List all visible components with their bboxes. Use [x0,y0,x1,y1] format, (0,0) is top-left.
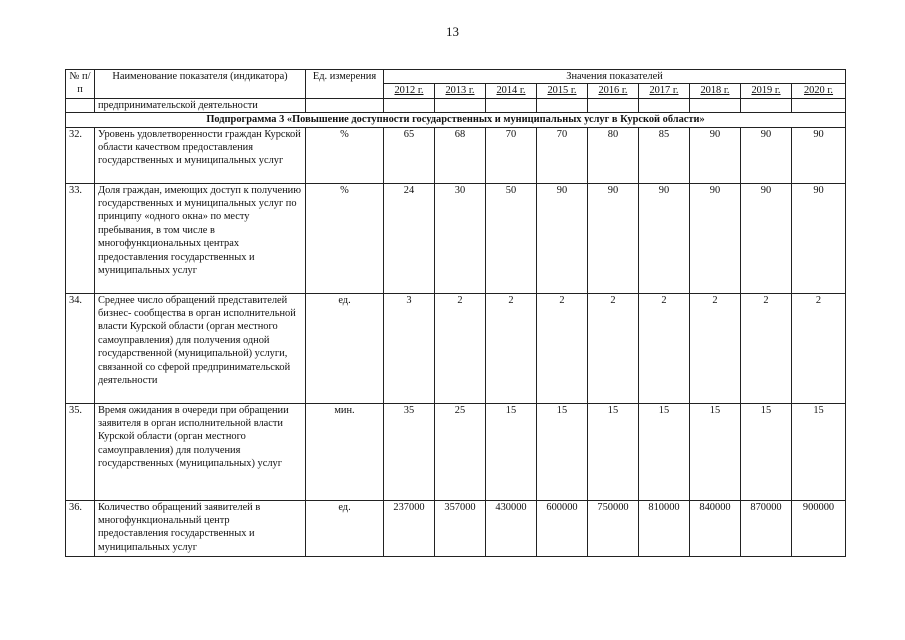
year-header: 2020 г. [792,84,846,98]
value-cell: 68 [435,127,486,183]
value-cell: 750000 [588,500,639,556]
unit-cell: % [306,183,384,293]
year-header: 2016 г. [588,84,639,98]
value-cell: 90 [537,183,588,293]
continuation-text: предпринимательской деятельности [95,98,306,112]
value-cell: 65 [384,127,435,183]
value-cell: 80 [588,127,639,183]
value-cell: 50 [486,183,537,293]
table-row [66,500,846,556]
values-header: Значения показателей [384,70,846,84]
value-cell: 810000 [639,500,690,556]
year-header: 2015 г. [537,84,588,98]
value-cell: 870000 [741,500,792,556]
value-cell: 15 [639,403,690,500]
year-header: 2012 г. [384,84,435,98]
unit-header: Ед. измерения [306,70,384,99]
value-cell: 90 [690,127,741,183]
value-cell: 15 [792,403,846,500]
value-cell: 2 [690,293,741,403]
value-cell: 90 [741,127,792,183]
value-cell: 237000 [384,500,435,556]
table-row [66,127,846,183]
continuation-row [66,98,846,112]
value-cell: 2 [588,293,639,403]
value-cell: 90 [639,183,690,293]
header-row [66,70,846,84]
unit-cell: ед. [306,293,384,403]
year-header: 2013 г. [435,84,486,98]
indicator-name: Среднее число обращений представителей бизнес- сообщества в орган исполнительной власти Курской области (орган местного самоуправления) для получения одной государственной (муниципальной) услуги, связанной со сферой предпринимательской деятельности [95,293,306,403]
value-cell: 2 [435,293,486,403]
name-header: Наименование показателя (индикатора) [95,70,306,99]
value-cell: 15 [741,403,792,500]
indicator-name: Уровень удовлетворенности граждан Курской области качеством предоставления государственных и муниципальных услуг [95,127,306,183]
value-cell: 840000 [690,500,741,556]
value-cell: 25 [435,403,486,500]
value-cell: 2 [486,293,537,403]
value-cell: 30 [435,183,486,293]
page-number: 13 [446,24,459,39]
value-cell: 85 [639,127,690,183]
indicator-name: Количество обращений заявителей в многофункциональный центр предоставления государственных и муниципальных услуг [95,500,306,556]
unit-cell: % [306,127,384,183]
value-cell: 357000 [435,500,486,556]
indicator-name: Доля граждан, имеющих доступ к получению государственных и муниципальных услуг по принципу «одного окна» по месту пребывания, в том числе в многофункциональных центрах предоставления государственных и муниципальных услуг [95,183,306,293]
year-header: 2019 г. [741,84,792,98]
value-cell: 900000 [792,500,846,556]
subprogram-row [66,113,846,127]
no-header: № п/п [66,70,95,99]
value-cell: 3 [384,293,435,403]
row-number: 36. [66,500,95,556]
value-cell: 2 [741,293,792,403]
year-header: 2014 г. [486,84,537,98]
subprogram-title: Подпрограмма 3 «Повышение доступности государственных и муниципальных услуг в Курской области» [66,113,846,127]
indicator-name: Время ожидания в очереди при обращении заявителя в орган исполнительной власти Курской области (орган местного самоуправления) для получения государственных (муниципальных) услуг [95,403,306,500]
value-cell: 2 [792,293,846,403]
unit-cell: мин. [306,403,384,500]
row-number: 34. [66,293,95,403]
value-cell: 90 [741,183,792,293]
value-cell: 90 [792,183,846,293]
value-cell: 90 [588,183,639,293]
value-cell: 70 [537,127,588,183]
value-cell: 430000 [486,500,537,556]
value-cell: 24 [384,183,435,293]
value-cell: 15 [588,403,639,500]
value-cell: 600000 [537,500,588,556]
table-row [66,293,846,403]
unit-cell: ед. [306,500,384,556]
table-row [66,183,846,293]
row-number: 33. [66,183,95,293]
table-row [66,403,846,500]
indicators-table [65,69,846,557]
value-cell: 90 [690,183,741,293]
value-cell: 2 [639,293,690,403]
year-header: 2017 г. [639,84,690,98]
row-number: 35. [66,403,95,500]
row-number: 32. [66,127,95,183]
value-cell: 2 [537,293,588,403]
value-cell: 15 [486,403,537,500]
value-cell: 70 [486,127,537,183]
value-cell: 35 [384,403,435,500]
value-cell: 90 [792,127,846,183]
year-header: 2018 г. [690,84,741,98]
value-cell: 15 [537,403,588,500]
value-cell: 15 [690,403,741,500]
